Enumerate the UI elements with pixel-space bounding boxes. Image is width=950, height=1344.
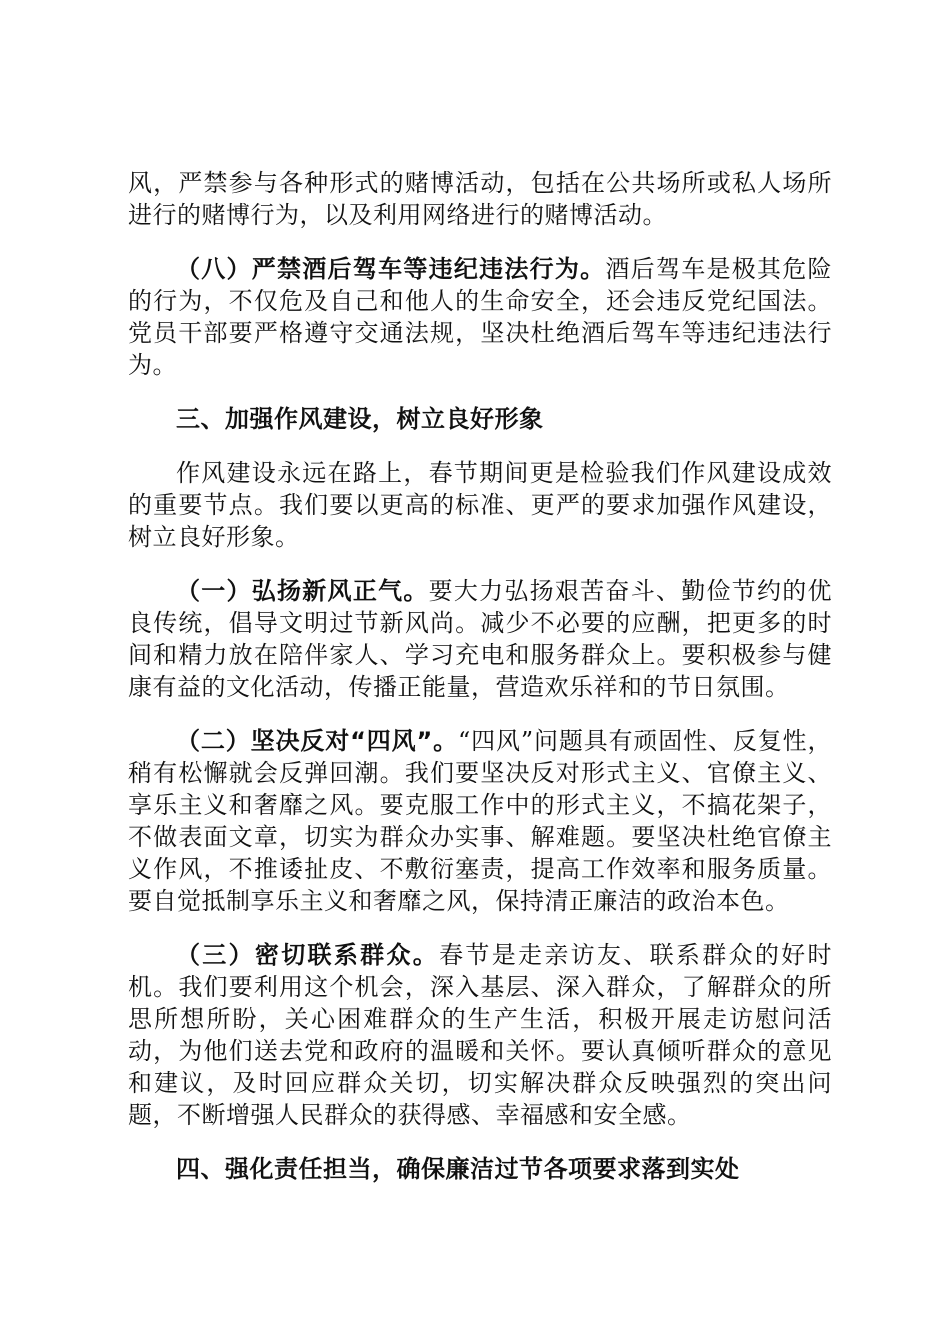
paragraph-four-winds [128, 725, 832, 917]
paragraph-text: 春节是走亲访友、联系群众的好时机。我们要利用这个机会，深入基层、深入群众，了解群众的所思所想所盼，关心困难群众的生产生活，积极开展走访慰问活动，为他们送去党和政府的温暖和关怀。要认真倾听群众的意见和建议，及时回应群众关切，切实解决群众反映强烈的突出问题，不断增强人民群众的获得感、幸福感和安全感。 [128, 941, 832, 1129]
paragraph-lead: （八）严禁酒后驾车等违纪违法行为。 [176, 255, 606, 283]
section-heading-4: 四、强化责任担当，确保廉洁过节各项要求落到实处 [176, 1155, 740, 1183]
paragraph-text: 要大力弘扬艰苦奋斗、勤俭节约的优良传统，倡导文明过节新风尚。减少不必要的应酬，把更多的时间和精力放在陪伴家人、学习充电和服务群众上。要积极参与健康有益的文化活动，传播正能量，营造欢乐祥和的节日氛围。 [128, 577, 833, 701]
paragraph-text: “四风”问题具有顽固性、反复性，稍有松懈就会反弹回潮。我们要坚决反对形式主义、官僚主义、享乐主义和奢靡之风。要克服工作中的形式主义，不搞花架子，不做表面文章，切实为群众办实事、解难题。要坚决杜绝官僚主义作风，不推诿扯皮、不敷衍塞责，提高工作效率和服务质量。要自觉抵制享乐主义和奢靡之风，保持清正廉洁的政治本色。 [128, 727, 832, 915]
paragraph-gambling-continued [128, 167, 832, 231]
document-page [128, 167, 832, 1207]
paragraph-masses [128, 939, 832, 1131]
paragraph-lead: （三）密切联系群众。 [176, 941, 440, 969]
paragraph-work-style-intro [128, 457, 832, 553]
paragraph-text: 风，严禁参与各种形式的赌博活动，包括在公共场所或私人场所进行的赌博行为，以及利用网络进行的赌博活动。 [128, 169, 832, 229]
paragraph-drunk-driving [128, 253, 832, 381]
paragraph-new-ethos [128, 575, 832, 703]
paragraph-text: 作风建设永远在路上，春节期间更是检验我们作风建设成效的重要节点。我们要以更高的标准、更严的要求加强作风建设，树立良好形象。 [128, 459, 832, 551]
paragraph-lead: （二）坚决反对“四风”。 [176, 727, 458, 755]
section-heading-3: 三、加强作风建设，树立良好形象 [176, 405, 544, 433]
paragraph-text: 酒后驾车是极其危险的行为，不仅危及自己和他人的生命安全，还会违反党纪国法。党员干部要严格遵守交通法规，坚决杜绝酒后驾车等违纪违法行为。 [128, 255, 833, 379]
paragraph-lead: （一）弘扬新风正气。 [176, 577, 429, 605]
